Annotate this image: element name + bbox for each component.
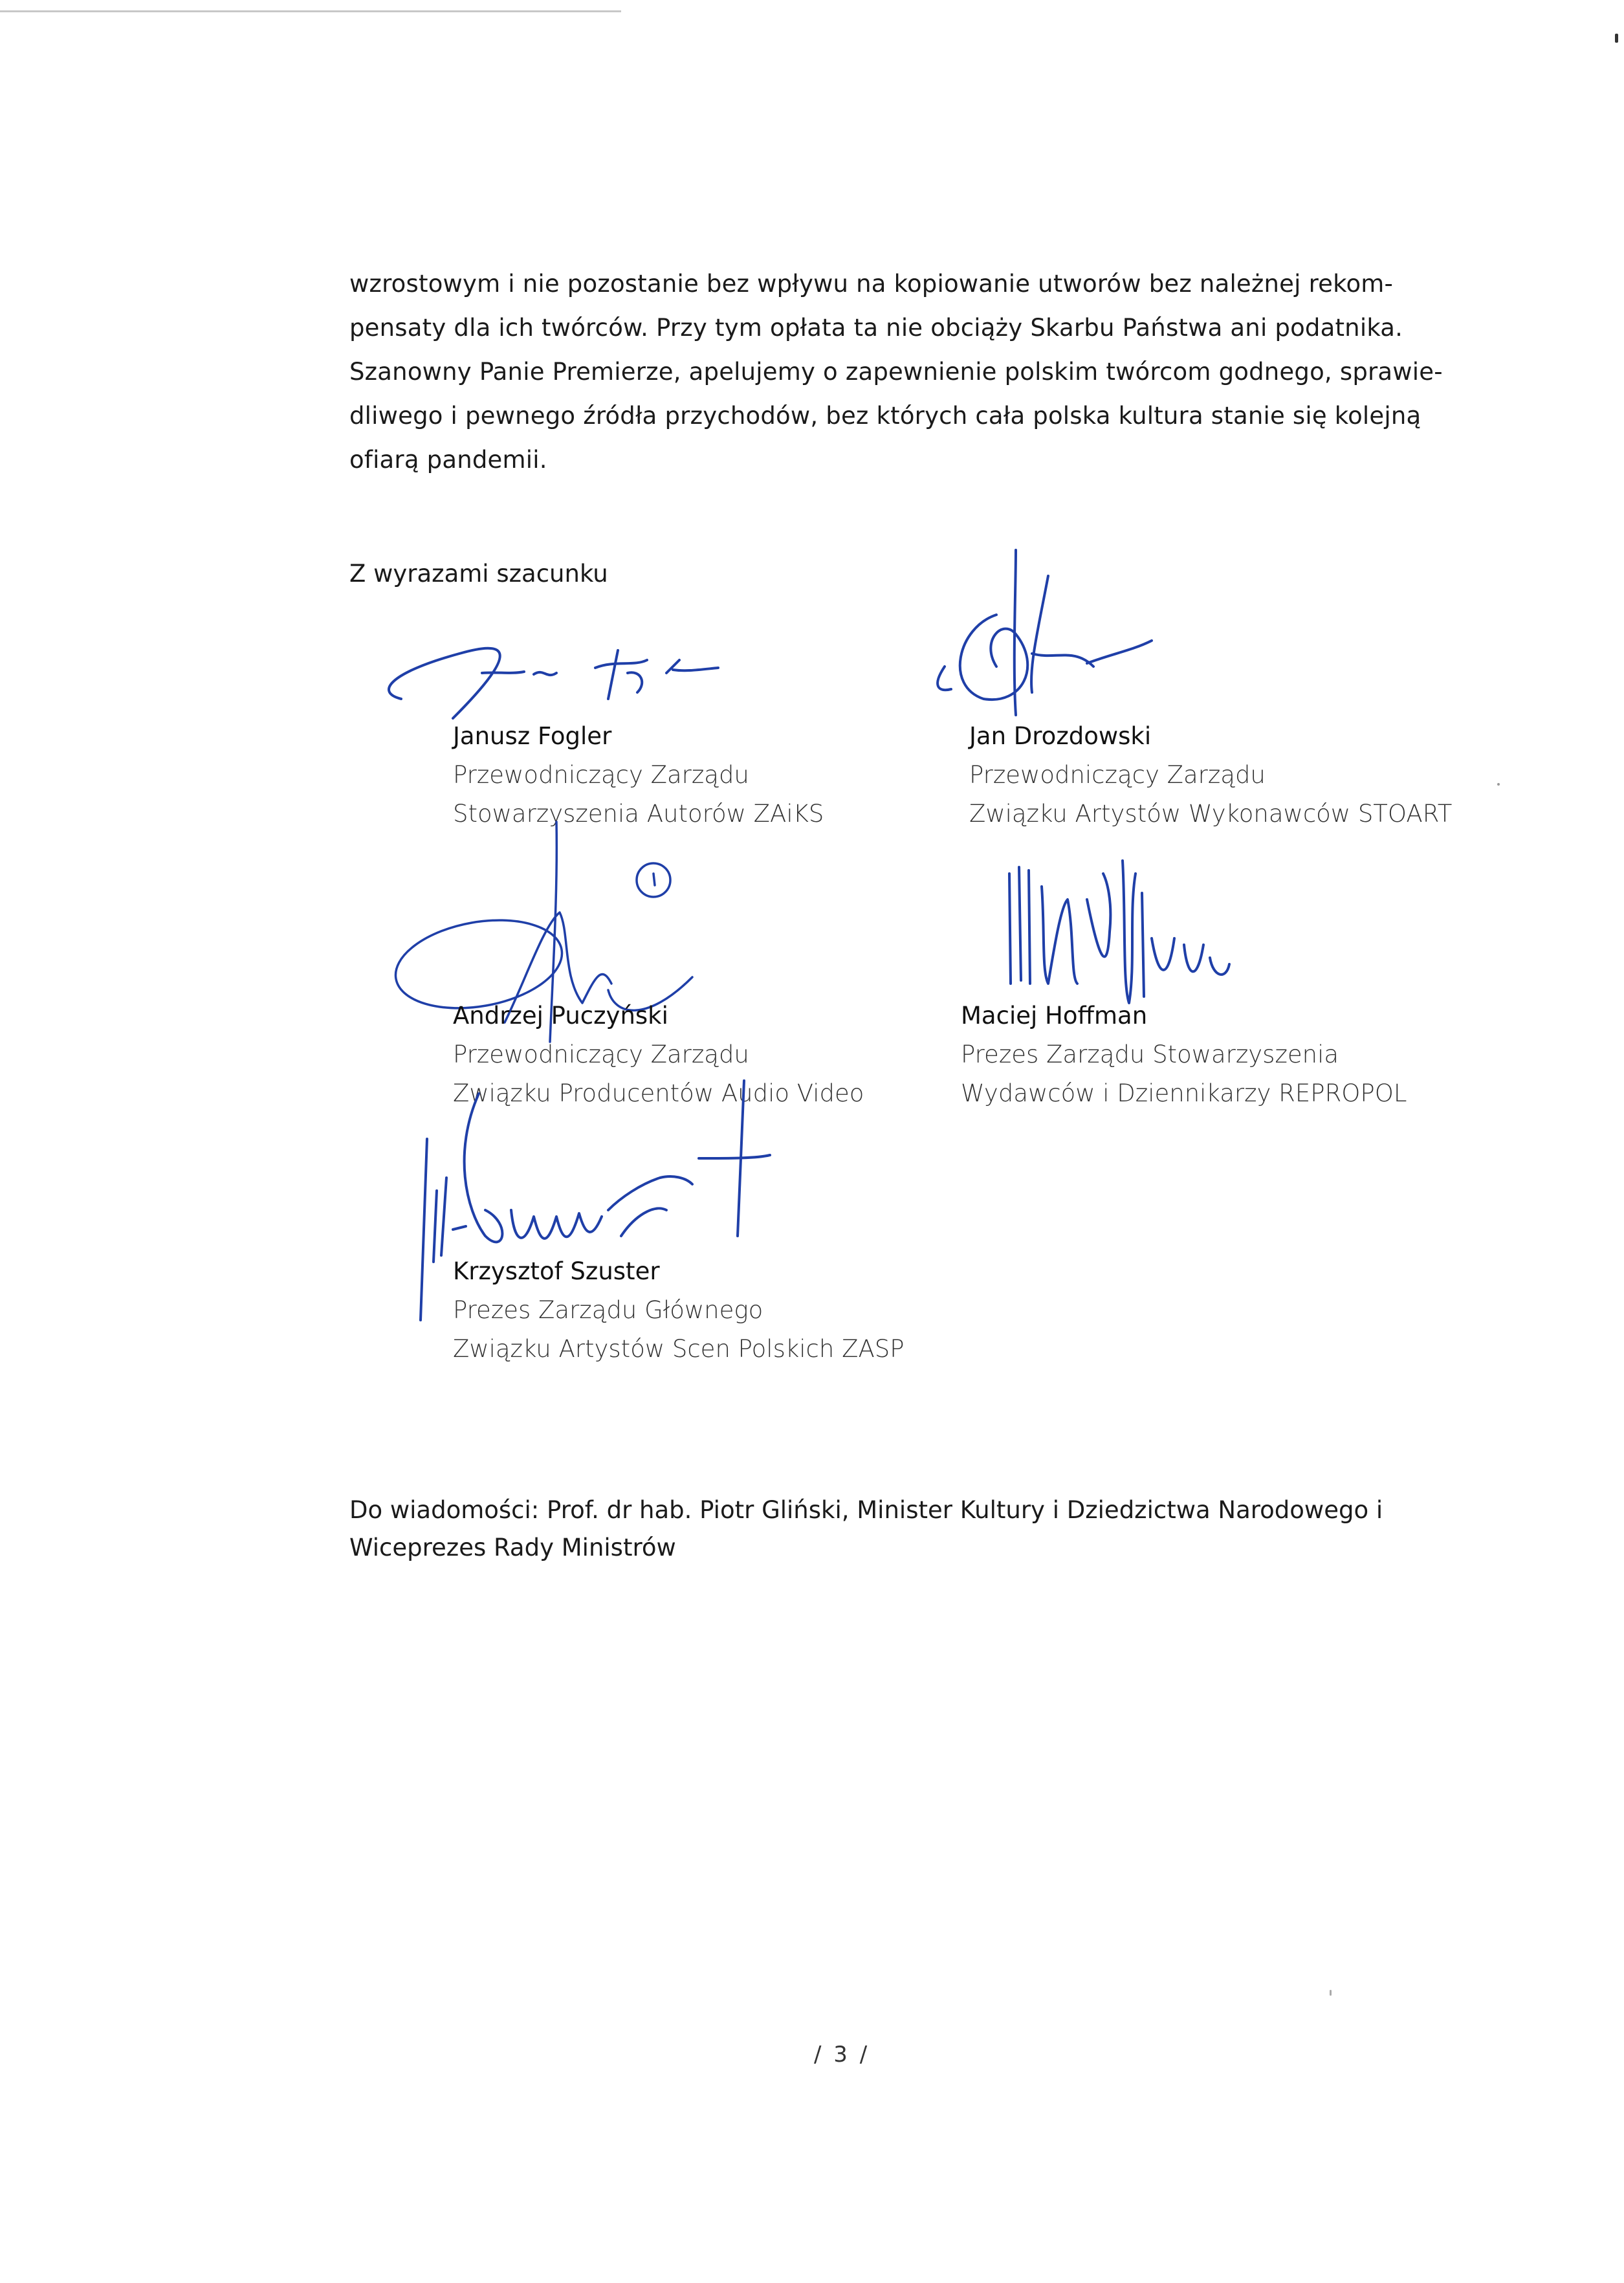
signatory-organization: Związku Artystów Wykonawców STOART xyxy=(969,800,1453,828)
signatory-role: Przewodniczący Zarządu xyxy=(453,1041,749,1068)
signatory-name: Jan Drozdowski xyxy=(969,722,1152,750)
signatory-role: Przewodniczący Zarządu xyxy=(453,761,749,789)
body-line: ofiarą pandemii. xyxy=(349,446,547,474)
closing-salutation: Z wyrazami szacunku xyxy=(349,560,608,588)
signatory-role: Prezes Zarządu Stowarzyszenia xyxy=(961,1041,1339,1068)
signatory-hoffman xyxy=(961,997,1407,1113)
cc-notice xyxy=(349,1492,1449,1567)
signatory-role: Prezes Zarządu Głównego xyxy=(453,1296,763,1324)
signatory-organization: Związku Producentów Audio Video xyxy=(453,1079,864,1107)
signatory-name: Janusz Fogler xyxy=(453,722,612,750)
signatory-szuster xyxy=(453,1252,905,1369)
signatory-name: Krzysztof Szuster xyxy=(453,1257,660,1285)
signatory-drozdowski xyxy=(969,717,1452,833)
scan-top-edge xyxy=(0,10,621,12)
letter-body-paragraph xyxy=(349,262,1443,482)
scan-speck xyxy=(1330,1990,1332,1996)
signatory-puczynski xyxy=(453,997,864,1113)
page-number: / 3 / xyxy=(814,2042,870,2068)
signatory-fogler xyxy=(453,717,824,833)
cc-notice-line: Wiceprezes Rady Ministrów xyxy=(349,1534,676,1561)
signatory-name: Maciej Hoffman xyxy=(961,1002,1148,1030)
signatory-organization: Stowarzyszenia Autorów ZAiKS xyxy=(453,800,824,828)
body-line: wzrostowym i nie pozostanie bez wpływu na kopiowanie utworów bez należnej rekom- xyxy=(349,270,1394,298)
body-line: dliwego i pewnego źródła przychodów, bez których cała polska kultura stanie się kolejną xyxy=(349,402,1421,430)
scan-speck xyxy=(1497,783,1500,786)
signature-drozdowski xyxy=(919,537,1165,725)
signature-fogler xyxy=(362,621,738,731)
signatory-name: Andrzej Puczyński xyxy=(453,1002,668,1030)
signatory-organization: Związku Artystów Scen Polskich ZASP xyxy=(453,1335,905,1363)
signatory-role: Przewodniczący Zarządu xyxy=(969,761,1266,789)
signatory-organization: Wydawców i Dziennikarzy REPROPOL xyxy=(961,1079,1407,1107)
body-line: Szanowny Panie Premierze, apelujemy o zapewnienie polskim twórcom godnego, sprawie- xyxy=(349,358,1443,386)
scan-speck xyxy=(1615,34,1618,43)
cc-notice-line: Do wiadomości: Prof. dr hab. Piotr Gliński, Minister Kultury i Dziedzictwa Narodowego i xyxy=(349,1496,1383,1524)
body-line: pensaty dla ich twórców. Przy tym opłata ta nie obciąży Skarbu Państwa ani podatnika. xyxy=(349,314,1403,342)
